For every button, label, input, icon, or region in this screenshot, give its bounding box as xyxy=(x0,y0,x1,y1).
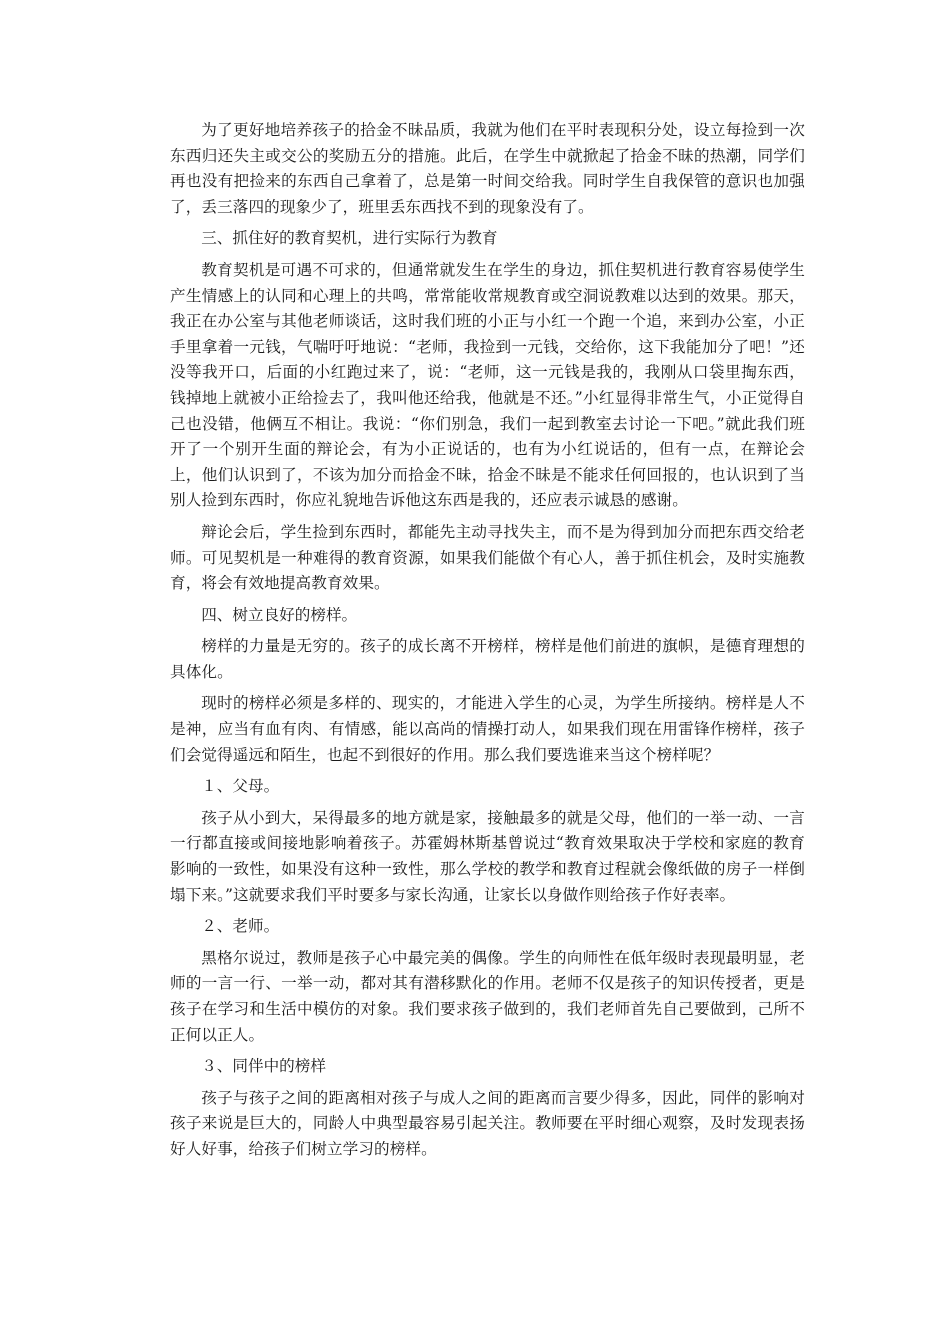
subheading-teachers: ２、老师。 xyxy=(201,917,280,936)
paragraph-role-model-power: 榜样的力量是无穷的。孩子的成长离不开榜样，榜样是他们前进的旗帜，是德育理想的具体化。 xyxy=(170,637,805,681)
subheading-peers: ３、同伴中的榜样 xyxy=(201,1057,326,1076)
paragraph-parents: 孩子从小到大，呆得最多的地方就是家，接触最多的就是父母，他们的一举一动、一言一行都直接或间接地影响着孩子。苏霍姆林斯基曾说过“教育效果取决于学校和家庭的教育影响的一致性，如果没有这种一致性，那么学校的教学和教育过程就会像纸做的房子一样倒塌下来。”这就要求我们平时要多与家长沟通，让家长以身做作则给孩子作好表率。 xyxy=(170,808,805,904)
paragraph-teachers: 黑格尔说过，教师是孩子心中最完美的偶像。学生的向师性在低年级时表现最明显，老师的一言一行、一举一动，都对其有潜移默化的作用。老师不仅是孩子的知识传授者，更是孩子在学习和生活中模仿的对象。我们要求孩子做到的，我们老师首先自己要做到，己所不正何以正人。 xyxy=(170,948,805,1044)
paragraph-role-model-variety: 现时的榜样必须是多样的、现实的，才能进入学生的心灵，为学生所接纳。榜样是人不是神，应当有血有肉、有情感，能以高尚的情操打动人，如果我们现在用雷锋作榜样，孩子们会觉得遥远和陌生，也起不到很好的作用。那么我们要选谁来当这个榜样呢？ xyxy=(170,694,805,764)
section-heading-three: 三、抓住好的教育契机，进行实际行为教育 xyxy=(201,229,498,248)
paragraph-peers: 孩子与孩子之间的距离相对孩子与成人之间的距离而言要少得多，因此，同伴的影响对孩子来说是巨大的，同龄人中典型最容易引起关注。教师要在平时细心观察，及时发现表扬好人好事，给孩子们树立学习的榜样。 xyxy=(170,1088,805,1158)
subheading-parents: １、父母。 xyxy=(201,777,280,796)
paragraph-after-debate: 辩论会后，学生捡到东西时，都能先主动寻找失主，而不是为得到加分而把东西交给老师。可见契机是一种难得的教育资源，如果我们能做个有心人，善于抓住机会，及时实施教育，将会有效地提高教育效果。 xyxy=(170,522,805,593)
paragraph-reward-points: 为了更好地培养孩子的拾金不昧品质，我就为他们在平时表现积分处，设立每捡到一次东西归还失主或交公的奖励五分的措施。此后，在学生中就掀起了拾金不昧的热潮，同学们再也没有把捡来的东西自己拿着了，总是第一时间交给我。同时学生自我保管的意识也加强了，丢三落四的现象少了，班里丢东西找不到的现象没有了。 xyxy=(170,121,805,216)
document-body xyxy=(170,118,805,1163)
section-heading-four: 四、树立良好的榜样。 xyxy=(201,605,358,624)
paragraph-education-opportunity: 教育契机是可遇不可求的，但通常就发生在学生的身边，抓住契机进行教育容易使学生产生情感上的认同和心理上的共鸣，常常能收常规教育或空洞说教难以达到的效果。那天，我正在办公室与其他老师谈话，这时我们班的小正与小红一个跑一个追，来到办公室，小正手里拿着一元钱，气喘吁吁地说：“老师，我捡到一元钱，交给你，这下我能加分了吧！”还没等我开口，后面的小红跑过来了，说：“老师，这一元钱是我的，我刚从口袋里掏东西，钱掉地上就被小正给捡去了，我叫他还给我，他就是不还。”小红显得非常生气，小正觉得自己也没错，他俩互不相让。我说：“你们别急，我们一起到教室去讨论一下吧。”就此我们班开了一个别开生面的辩论会，有为小正说话的，也有为小红说话的，但有一点，在辩论会上，他们认识到了，不该为加分而拾金不昧，拾金不昧是不能求任何回报的，也认识到了当别人捡到东西时，你应礼貌地告诉他这东西是我的，还应表示诚恳的感谢。 xyxy=(170,260,805,510)
